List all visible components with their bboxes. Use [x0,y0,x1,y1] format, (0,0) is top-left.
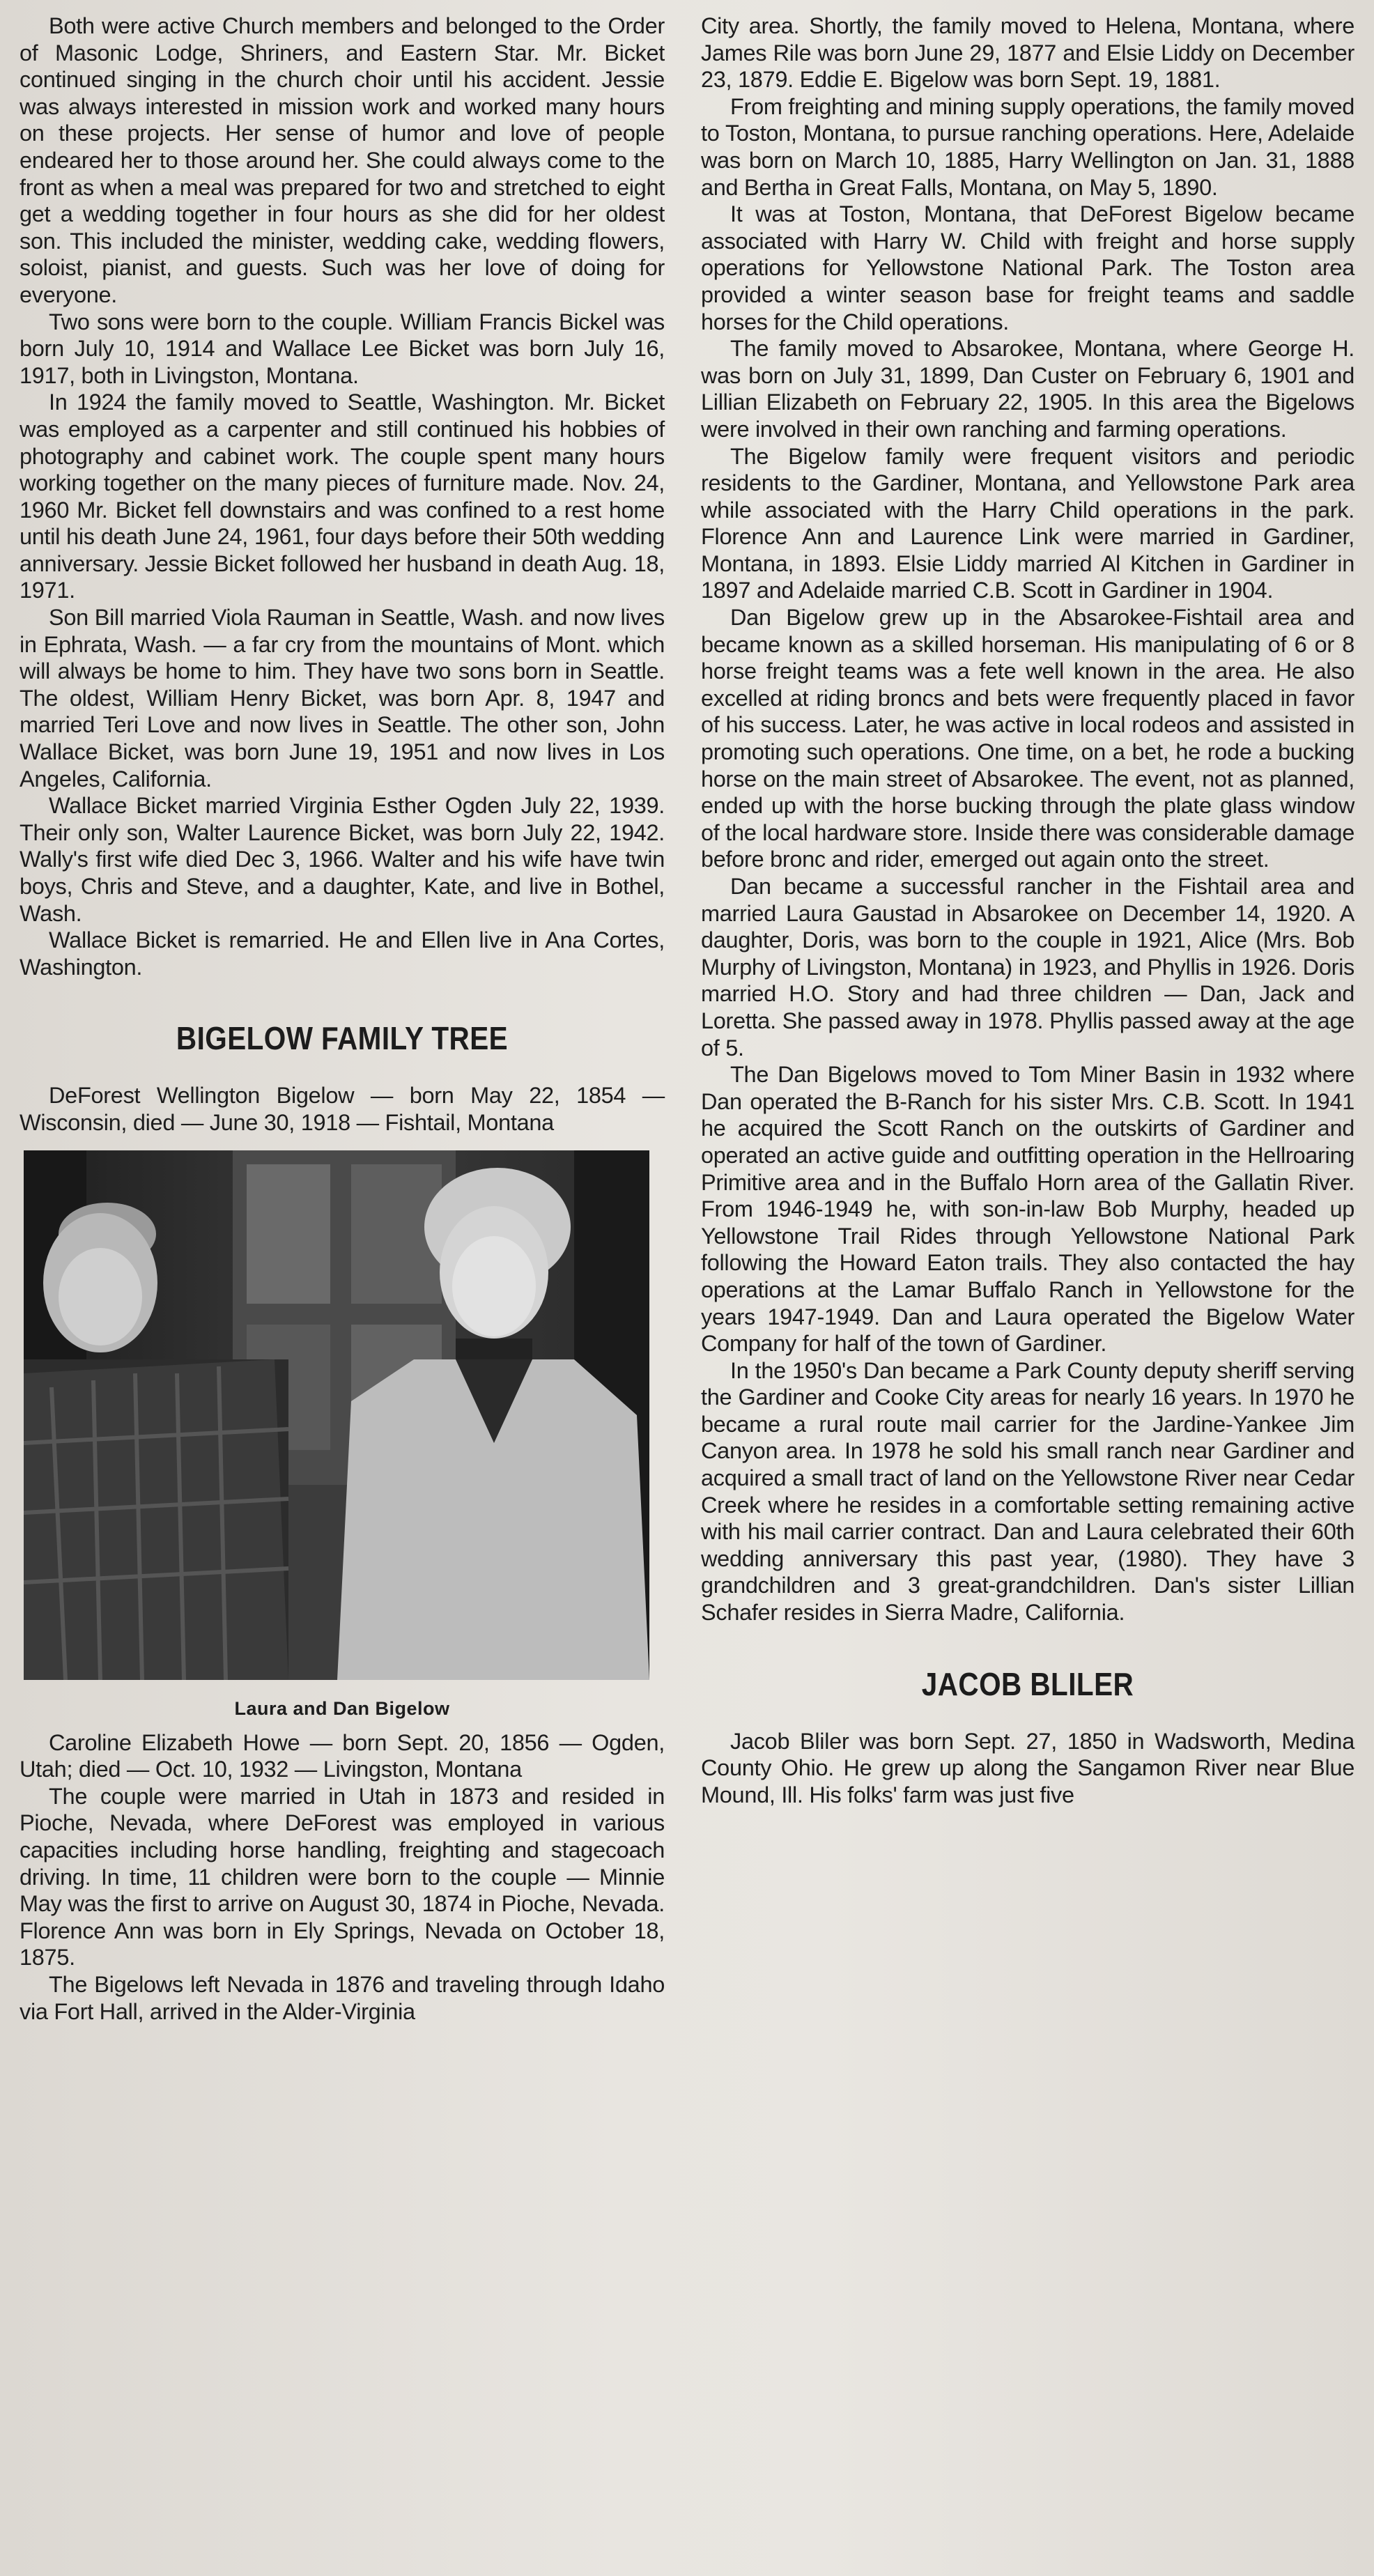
paragraph-helena: City area. Shortly, the family moved to Helena, Montana, where James Rile was born June 29, 1877 and Elsie Liddy on December 23, 1879. Eddie E. Bigelow was born Sept. 19, 1881. [701,13,1354,93]
paragraph-left-nevada: The Bigelows left Nevada in 1876 and traveling through Idaho via Fort Hall, arrived in the Alder-Virginia [20,1971,665,2024]
paragraph-wallace: Wallace Bicket married Virginia Esther Ogden July 22, 1939. Their only son, Walter Laurence Bicket, was born July 22, 1942. Wally's first wife died Dec 3, 1966. Walter and his wife have twin boys, Chris and Steve, and a daughter, Kate, and live in Bothel, Wash. [20,793,665,926]
paragraph-deputy: In the 1950's Dan became a Park County deputy sheriff serving the Gardiner and Cooke City areas for nearly 16 years. In 1970 he became a rural route mail carrier for the Jardine-Yankee Jim Canyon area. In 1978 he sold his small ranch near Gardiner and acquired a small tract of land on the Yellowstone River near Cedar Creek where he resides in a comfortable setting remaining active with his mail carrier contract. Dan and Laura celebrated their 60th wedding anniversary this past year, (1980). They have 3 grandchildren and 3 great-grandchildren. Dan's sister Lillian Schafer resides in Sierra Madre, California. [701,1357,1354,1626]
portrait-photo-illustration [24,1150,649,1680]
paragraph-toston: From freighting and mining supply operations, the family moved to Toston, Montana, to pursue ranching operations. Here, Adelaide was born on March 10, 1885, Harry Wellington on Jan. 31, 1888 and Bertha in Great Falls, Montana, on May 5, 1890. [701,93,1354,200]
photo-caption: Laura and Dan Bigelow [234,1697,450,1719]
paragraph-tom-miner: The Dan Bigelows moved to Tom Miner Basin in 1932 where Dan operated the B-Ranch for his sister Mrs. C.B. Scott. In 1941 he acquired the Scott Ranch on the outskirts of Gardiner and operated an active guide and outfitting operation in the Hellroaring Primitive area and in the Buffalo Horn area of the Gallatin River. From 1946-1949 he, with son-in-law Bob Murphy, headed up Yellowstone Trail Rides through Yellowstone National Park following the Howard Eaton trails. They also contacted the hay operations at the Lamar Buffalo Ranch in Yellowstone for the years 1947-1949. Dan and Laura operated the Bigelow Water Company for half of the town of Gardiner. [701,1062,1354,1357]
photo-laura-and-dan [24,1150,649,1680]
left-column [20,13,665,2025]
paragraph-seattle-move: In 1924 the family moved to Seattle, Washington. Mr. Bicket was employed as a carpenter and still continued his hobbies of photography and cabinet work. The couple spent many hours working together on the many pieces of furniture made. Nov. 24, 1960 Mr. Bicket fell downstairs and was confined to a rest home until his death June 24, 1961, four days before their 50th wedding anniversary. Jessie Bicket followed her husband in death Aug. 18, 1971. [20,390,665,603]
paragraph-caroline: Caroline Elizabeth Howe — born Sept. 20, 1856 — Ogden, Utah; died — Oct. 10, 1932 — Livingston, Montana [20,1729,665,1782]
section-heading-bliler: JACOB BLILER [921,1665,1134,1702]
paragraph-married-utah: The couple were married in Utah in 1873 and resided in Pioche, Nevada, where DeForest was employed in various capacities including horse handling, freighting and stagecoach driving. In time, 11 children were born to the couple — Minnie May was the first to arrive on August 30, 1874 in Pioche, Nevada. Florence Ann was born in Ely Springs, Nevada on October 18, 1875. [20,1783,665,1970]
paragraph-church-members: Both were active Church members and belonged to the Order of Masonic Lodge, Shriners, and Eastern Star. Mr. Bicket continued singing in the church choir until his accident. Jessie was always interested in mission work and worked many hours on these projects. Her sense of humor and love of people endeared her to those around her. She could always come to the front as when a meal was prepared for two and stretched to eight get a wedding together in four hours as she did for her oldest son. This included the minister, wedding cake, wedding flowers, soloist, pianist, and guests. Such was her love of doing for everyone. [20,13,665,307]
paragraph-jacob-bliler: Jacob Bliler was born Sept. 27, 1850 in Wadsworth, Medina County Ohio. He grew up along the Sangamon River near Blue Mound, Ill. His folks' farm was just five [701,1728,1354,1807]
paragraph-deforest-intro: DeForest Wellington Bigelow — born May 22, 1854 — Wisconsin, died — June 30, 1918 — Fishtail, Montana [20,1083,665,1135]
paragraph-absarokee: The family moved to Absarokee, Montana, where George H. was born on July 31, 1899, Dan Custer on February 6, 1901 and Lillian Elizabeth on February 22, 1905. In this area the Bigelows were involved in their own ranching and farming operations. [701,336,1354,442]
paragraph-son-bill: Son Bill married Viola Rauman in Seattle, Wash. and now lives in Ephrata, Wash. — a far cry from the mountains of Mont. which will always be home to him. They have two sons born in Seattle. The oldest, William Henry Bicket, was born Apr. 8, 1947 and married Teri Love and now lives in Seattle. The other son, John Wallace Bicket, was born June 19, 1951 and now lives in Los Angeles, California. [20,605,665,792]
section-heading-bigelow: BIGELOW FAMILY TREE [176,1020,509,1057]
paragraph-gardiner-visits: The Bigelow family were frequent visitors and periodic residents to the Gardiner, Montana, and Yellowstone Park area while associated with the Harry Child operations in the park. Florence Ann and Laurence Link were married in Gardiner, Montana, in 1893. Elsie Liddy married Al Kitchen in Gardiner in 1897 and Adelaide married C.B. Scott in Gardiner in 1904. [701,443,1354,603]
right-column [701,13,1354,1808]
paragraph-harry-child: It was at Toston, Montana, that DeForest Bigelow became associated with Harry W. Child with freight and horse supply operations for Yellowstone National Park. The Toston area provided a winter season base for freight teams and saddle horses for the Child operations. [701,201,1354,334]
paragraph-dan-rancher: Dan became a successful rancher in the Fishtail area and married Laura Gaustad in Absarokee on December 14, 1920. A daughter, Doris, was born to the couple in 1921, Alice (Mrs. Bob Murphy of Livingston, Montana) in 1923, and Phyllis in 1926. Doris married H.O. Story and had three children — Dan, Jack and Loretta. She passed away in 1978. Phyllis passed away at the age of 5. [701,874,1354,1061]
paragraph-dan-horseman: Dan Bigelow grew up in the Absarokee-Fishtail area and became known as a skilled horseman. His manipulating of 6 or 8 horse freight teams was a fete well known in the area. He also excelled at riding broncs and bets were frequently placed in favor of his success. Later, he was active in local rodeos and assisted in promoting such operations. One time, on a bet, he rode a bucking horse on the main street of Absarokee. The event, not as planned, ended up with the horse bucking through the plate glass window of the local hardware store. Inside there was considerable damage before bronc and rider, emerged out again onto the street. [701,605,1354,872]
paragraph-two-sons: Two sons were born to the couple. William Francis Bickel was born July 10, 1914 and Wallace Lee Bicket was born July 16, 1917, both in Livingston, Montana. [20,309,665,388]
paragraph-remarried: Wallace Bicket is remarried. He and Ellen live in Ana Cortes, Washington. [20,927,665,980]
